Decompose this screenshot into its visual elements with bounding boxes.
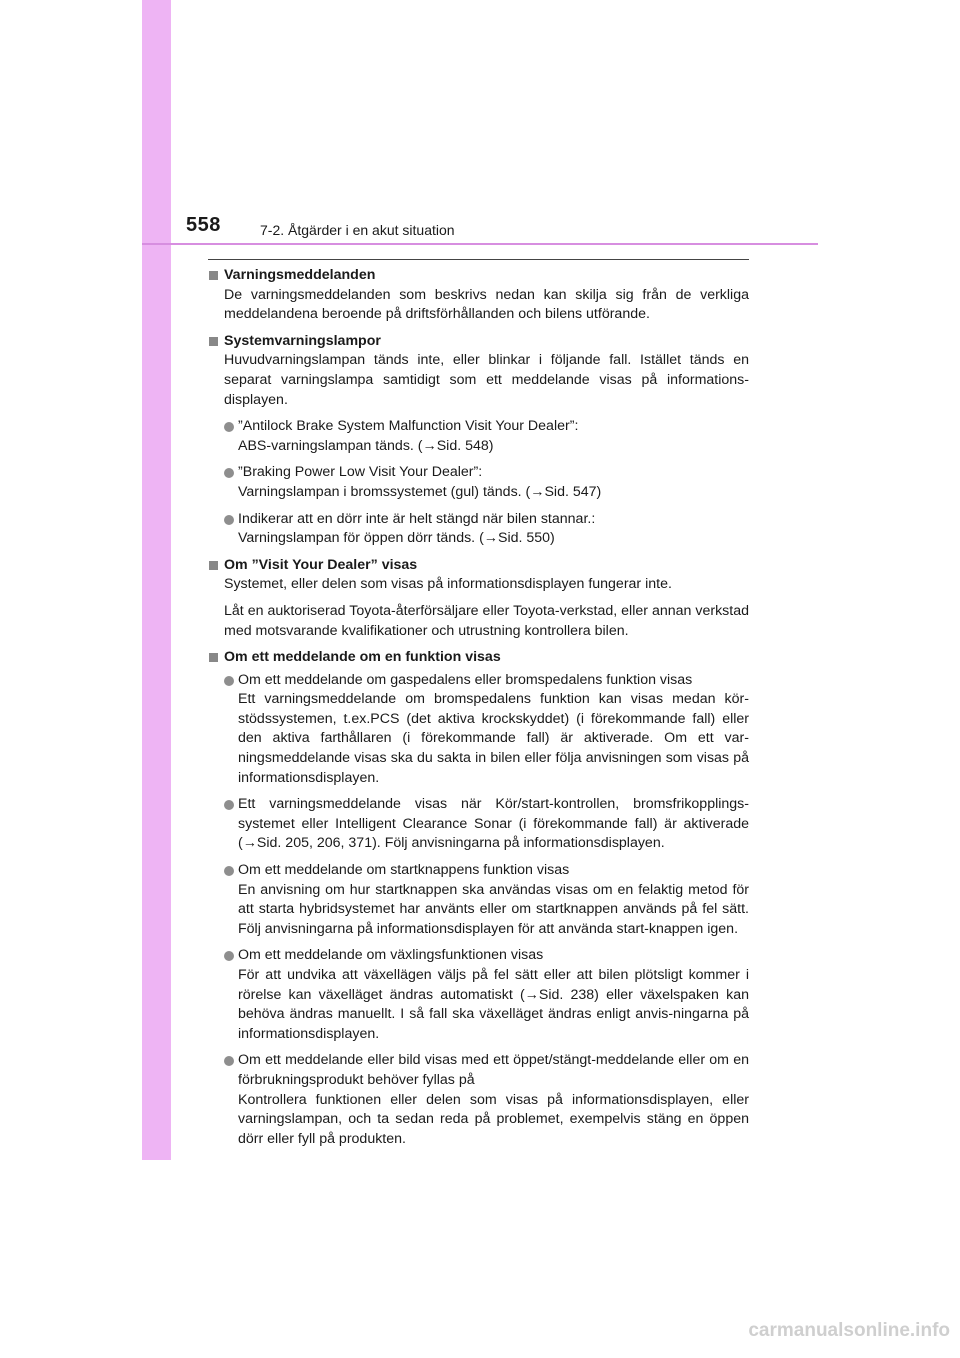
round-bullet-icon — [224, 1056, 234, 1066]
list-item: Om ett meddelande om växlingsfunktionen visas För att undvika att växellägen väljs på fel sätt eller att bilen plötsligt kommer i rörelse kan växelläget ändras automatiskt (→Sid. 238) eller växelspaken kan behöva ändras manuellt. I så fall ska växelläget ändras enligt anvis-ningarna på informationsdisplayen. — [208, 946, 749, 1044]
square-bullet-icon — [209, 271, 218, 280]
content-divider — [208, 259, 749, 260]
chapter-title: 7-2. Åtgärder i en akut situation — [260, 222, 455, 238]
round-bullet-icon — [224, 676, 234, 686]
page-number: 558 — [186, 214, 221, 236]
section-heading: Om ”Visit Your Dealer” visas — [208, 556, 749, 576]
paragraph: Huvudvarningslampan tänds inte, eller blinkar i följande fall. Istället tänds en separat varningslampa samtidigt som ett meddelande visas på informations-displayen. — [224, 352, 749, 408]
round-bullet-icon — [224, 800, 234, 810]
list-item: Om ett meddelande eller bild visas med ett öppet/stängt-meddelande eller om en förbrukningsprodukt behöver fyllas på Kontrollera funktionen eller delen som visas på informationsdisplayen, eller varningslampan, och ta sedan reda på problemet, exempelvis stäng en öppen dörr eller fyll på produkten. — [208, 1051, 749, 1149]
watermark: carmanualsonline.info — [748, 1320, 950, 1341]
list-item: Om ett meddelande om gaspedalens eller bromspedalens funktion visas Ett varningsmeddelande om bromspedalens funktion kan visas medan kör-stödssystemen, t.ex.PCS (det aktiva krockskyddet) (i förekommande fall) eller den aktiva farthållaren (i förekommande fall) är aktiverade. Om ett var-ningsmeddelande visas ska du sakta in bilen eller följa anvisningen som visas på informationsdisplayen. — [208, 671, 749, 789]
square-bullet-icon — [209, 337, 218, 346]
square-bullet-icon — [209, 653, 218, 662]
paragraph: Systemet, eller delen som visas på informationsdisplayen fungerar inte. — [224, 576, 672, 593]
chapter-sidebar-tab — [142, 0, 171, 1160]
round-bullet-icon — [224, 422, 234, 432]
round-bullet-icon — [224, 951, 234, 961]
list-item: Ett varningsmeddelande visas när Kör/start-kontrollen, bromsfrikopplings-systemet eller Intelligent Clearance Sonar (i förekommande fall) är aktiverade (→Sid. 205, 206, 371). Följ anvisningarna på informationsdisplayen. — [208, 795, 749, 854]
round-bullet-icon — [224, 515, 234, 525]
page-content — [208, 266, 749, 1149]
paragraph: Låt en auktoriserad Toyota-återförsäljare eller Toyota-verkstad, eller annan verkstad med motsvarande kvalifikationer och utrustning kontrollera bilen. — [224, 602, 749, 639]
list-item: ”Antilock Brake System Malfunction Visit Your Dealer”: ABS-varningslampan tänds. (→Sid. 548) — [208, 417, 749, 456]
list-item: Indikerar att en dörr inte är helt stängd när bilen stannar.: Varningslampan för öppen dörr tänds. (→Sid. 550) — [208, 510, 749, 549]
round-bullet-icon — [224, 866, 234, 876]
section-heading: Om ett meddelande om en funktion visas — [208, 648, 749, 668]
section-heading: Varningsmeddelanden — [208, 266, 749, 286]
square-bullet-icon — [209, 561, 218, 570]
section-heading: Systemvarningslampor — [208, 332, 749, 352]
header-divider — [142, 243, 818, 245]
list-item: ”Braking Power Low Visit Your Dealer”: Varningslampan i bromssystemet (gul) tänds. (→Sid. 547) — [208, 463, 749, 502]
paragraph: De varningsmeddelanden som beskrivs nedan kan skilja sig från de verkliga meddelandena beroende på driftsförhållanden och bilens utförande. — [224, 286, 749, 323]
list-item: Om ett meddelande om startknappens funktion visas En anvisning om hur startknappen ska användas visas om en felaktig metod för att starta hybridsystemet har använts eller om startknappen används på fel sätt. Följ anvisningarna på informationsdisplayen för att använda start-knappen igen. — [208, 861, 749, 939]
round-bullet-icon — [224, 468, 234, 478]
